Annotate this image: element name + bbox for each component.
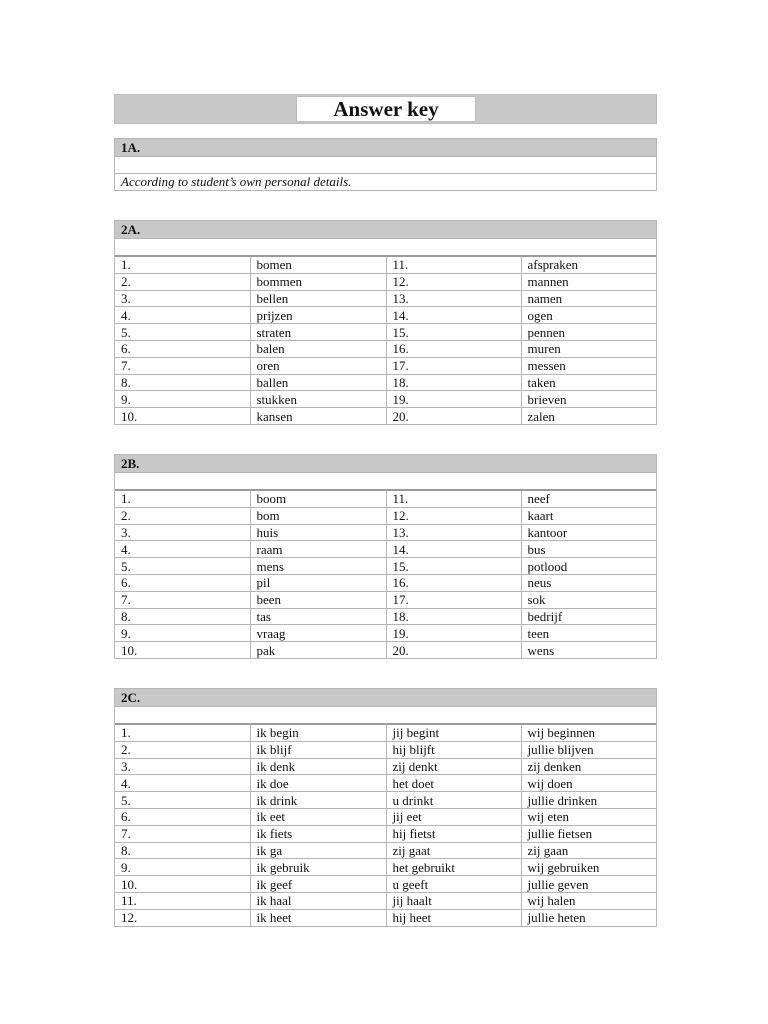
table-cell: ik doe bbox=[250, 775, 386, 792]
table-row bbox=[115, 792, 656, 809]
answer-table bbox=[115, 255, 656, 424]
table-cell: neef bbox=[521, 490, 656, 507]
table-cell: ik blijf bbox=[250, 741, 386, 758]
table-cell: 10. bbox=[115, 876, 250, 893]
table-cell: 2. bbox=[115, 741, 250, 758]
table-cell: 4. bbox=[115, 775, 250, 792]
table-cell: jullie drinken bbox=[521, 792, 656, 809]
table-cell: 14. bbox=[386, 541, 521, 558]
section-2b bbox=[114, 454, 657, 659]
table-row bbox=[115, 290, 656, 307]
table-row bbox=[115, 859, 656, 876]
table-cell: tas bbox=[250, 608, 386, 625]
table-row bbox=[115, 507, 656, 524]
page-title: Answer key bbox=[296, 96, 476, 122]
table-cell: sok bbox=[521, 591, 656, 608]
table-cell: jullie blijven bbox=[521, 741, 656, 758]
table-row bbox=[115, 591, 656, 608]
table-cell: hij heet bbox=[386, 909, 521, 925]
table-cell: 1. bbox=[115, 256, 250, 273]
section-1a bbox=[114, 138, 657, 191]
table-cell: 15. bbox=[386, 558, 521, 575]
table-cell: 13. bbox=[386, 524, 521, 541]
title-bar bbox=[114, 94, 657, 124]
table-cell: het gebruikt bbox=[386, 859, 521, 876]
table-row bbox=[115, 775, 656, 792]
table-cell: 6. bbox=[115, 574, 250, 591]
table-cell: afspraken bbox=[521, 256, 656, 273]
table-cell: 11. bbox=[386, 256, 521, 273]
table-cell: muren bbox=[521, 340, 656, 357]
table-cell: ik heet bbox=[250, 909, 386, 925]
table-cell: 1. bbox=[115, 724, 250, 741]
table-row bbox=[115, 741, 656, 758]
table-cell: 9. bbox=[115, 391, 250, 408]
table-row bbox=[115, 340, 656, 357]
table-cell: straten bbox=[250, 324, 386, 341]
table-cell: 6. bbox=[115, 340, 250, 357]
table-cell: 4. bbox=[115, 307, 250, 324]
table-cell: 16. bbox=[386, 574, 521, 591]
table-cell: jullie fietsen bbox=[521, 825, 656, 842]
section-spacer-row bbox=[115, 238, 656, 255]
table-cell: 6. bbox=[115, 808, 250, 825]
table-cell: 12. bbox=[386, 273, 521, 290]
table-row bbox=[115, 808, 656, 825]
table-row bbox=[115, 758, 656, 775]
table-cell: zij gaan bbox=[521, 842, 656, 859]
table-row bbox=[115, 490, 656, 507]
table-cell: u drinkt bbox=[386, 792, 521, 809]
table-cell: prijzen bbox=[250, 307, 386, 324]
table-cell: 16. bbox=[386, 340, 521, 357]
table-cell: 12. bbox=[115, 909, 250, 925]
table-row bbox=[115, 307, 656, 324]
table-row bbox=[115, 391, 656, 408]
table-cell: namen bbox=[521, 290, 656, 307]
answer-key-page bbox=[114, 94, 657, 927]
table-cell: taken bbox=[521, 374, 656, 391]
table-cell: ogen bbox=[521, 307, 656, 324]
table-cell: potlood bbox=[521, 558, 656, 575]
table-row bbox=[115, 273, 656, 290]
table-cell: 5. bbox=[115, 792, 250, 809]
table-cell: wij beginnen bbox=[521, 724, 656, 741]
table-cell: 3. bbox=[115, 290, 250, 307]
section-heading: 2C. bbox=[115, 689, 656, 706]
table-cell: jij begint bbox=[386, 724, 521, 741]
answer-table bbox=[115, 723, 656, 926]
table-row bbox=[115, 909, 656, 925]
table-cell: u geeft bbox=[386, 876, 521, 893]
table-row bbox=[115, 825, 656, 842]
section-spacer-row bbox=[115, 472, 656, 489]
table-row bbox=[115, 558, 656, 575]
table-cell: kansen bbox=[250, 408, 386, 424]
table-cell: hij fietst bbox=[386, 825, 521, 842]
table-row bbox=[115, 892, 656, 909]
table-cell: zalen bbox=[521, 408, 656, 424]
table-cell: 12. bbox=[386, 507, 521, 524]
table-cell: bomen bbox=[250, 256, 386, 273]
table-cell: 9. bbox=[115, 625, 250, 642]
table-cell: vraag bbox=[250, 625, 386, 642]
table-row bbox=[115, 408, 656, 424]
section-spacer-row bbox=[115, 156, 656, 173]
table-cell: oren bbox=[250, 357, 386, 374]
table-cell: 19. bbox=[386, 391, 521, 408]
table-cell: teen bbox=[521, 625, 656, 642]
section-note: According to student’s own personal details. bbox=[115, 173, 656, 190]
table-cell: 3. bbox=[115, 758, 250, 775]
table-cell: 10. bbox=[115, 408, 250, 424]
table-cell: jij haalt bbox=[386, 892, 521, 909]
table-cell: ik denk bbox=[250, 758, 386, 775]
table-row bbox=[115, 724, 656, 741]
section-heading: 1A. bbox=[115, 139, 656, 156]
section-2c bbox=[114, 688, 657, 927]
table-cell: 2. bbox=[115, 273, 250, 290]
table-cell: 8. bbox=[115, 842, 250, 859]
table-cell: bom bbox=[250, 507, 386, 524]
table-row bbox=[115, 524, 656, 541]
table-cell: jij eet bbox=[386, 808, 521, 825]
table-cell: wij eten bbox=[521, 808, 656, 825]
table-cell: neus bbox=[521, 574, 656, 591]
table-cell: 7. bbox=[115, 591, 250, 608]
table-row bbox=[115, 357, 656, 374]
section-heading: 2A. bbox=[115, 221, 656, 238]
table-row bbox=[115, 374, 656, 391]
table-cell: ballen bbox=[250, 374, 386, 391]
table-cell: bommen bbox=[250, 273, 386, 290]
table-row bbox=[115, 842, 656, 859]
table-cell: mannen bbox=[521, 273, 656, 290]
table-cell: 19. bbox=[386, 625, 521, 642]
table-cell: 18. bbox=[386, 608, 521, 625]
table-cell: pak bbox=[250, 642, 386, 658]
section-2a bbox=[114, 220, 657, 425]
table-cell: kantoor bbox=[521, 524, 656, 541]
table-row bbox=[115, 541, 656, 558]
table-cell: huis bbox=[250, 524, 386, 541]
table-cell: 15. bbox=[386, 324, 521, 341]
table-cell: 8. bbox=[115, 374, 250, 391]
table-cell: boom bbox=[250, 490, 386, 507]
table-cell: bus bbox=[521, 541, 656, 558]
table-cell: ik gebruik bbox=[250, 859, 386, 876]
table-cell: stukken bbox=[250, 391, 386, 408]
table-row bbox=[115, 256, 656, 273]
section-heading: 2B. bbox=[115, 455, 656, 472]
table-cell: 10. bbox=[115, 642, 250, 658]
table-cell: 7. bbox=[115, 357, 250, 374]
table-cell: been bbox=[250, 591, 386, 608]
table-cell: 2. bbox=[115, 507, 250, 524]
table-cell: mens bbox=[250, 558, 386, 575]
table-cell: 11. bbox=[386, 490, 521, 507]
table-row bbox=[115, 324, 656, 341]
table-cell: jullie heten bbox=[521, 909, 656, 925]
table-cell: 7. bbox=[115, 825, 250, 842]
table-cell: bellen bbox=[250, 290, 386, 307]
table-cell: ik haal bbox=[250, 892, 386, 909]
table-cell: ik begin bbox=[250, 724, 386, 741]
table-row bbox=[115, 876, 656, 893]
table-cell: ik eet bbox=[250, 808, 386, 825]
table-cell: 20. bbox=[386, 408, 521, 424]
table-cell: 5. bbox=[115, 324, 250, 341]
table-cell: balen bbox=[250, 340, 386, 357]
table-cell: bedrijf bbox=[521, 608, 656, 625]
table-cell: zij gaat bbox=[386, 842, 521, 859]
table-cell: 9. bbox=[115, 859, 250, 876]
table-cell: pennen bbox=[521, 324, 656, 341]
table-cell: 13. bbox=[386, 290, 521, 307]
table-cell: ik fiets bbox=[250, 825, 386, 842]
table-cell: zij denken bbox=[521, 758, 656, 775]
table-cell: 3. bbox=[115, 524, 250, 541]
table-cell: 14. bbox=[386, 307, 521, 324]
table-cell: brieven bbox=[521, 391, 656, 408]
table-cell: kaart bbox=[521, 507, 656, 524]
table-cell: hij blijft bbox=[386, 741, 521, 758]
table-cell: zij denkt bbox=[386, 758, 521, 775]
table-cell: 20. bbox=[386, 642, 521, 658]
table-cell: wij gebruiken bbox=[521, 859, 656, 876]
table-cell: pil bbox=[250, 574, 386, 591]
table-cell: wij halen bbox=[521, 892, 656, 909]
table-cell: 18. bbox=[386, 374, 521, 391]
table-cell: 17. bbox=[386, 591, 521, 608]
table-cell: wens bbox=[521, 642, 656, 658]
table-row bbox=[115, 625, 656, 642]
table-cell: 1. bbox=[115, 490, 250, 507]
section-spacer-row bbox=[115, 706, 656, 723]
table-row bbox=[115, 608, 656, 625]
table-cell: ik drink bbox=[250, 792, 386, 809]
table-row bbox=[115, 642, 656, 658]
table-cell: 11. bbox=[115, 892, 250, 909]
table-cell: ik geef bbox=[250, 876, 386, 893]
table-cell: 4. bbox=[115, 541, 250, 558]
table-cell: 17. bbox=[386, 357, 521, 374]
answer-table bbox=[115, 489, 656, 658]
table-cell: jullie geven bbox=[521, 876, 656, 893]
table-cell: 5. bbox=[115, 558, 250, 575]
table-cell: 8. bbox=[115, 608, 250, 625]
table-row bbox=[115, 574, 656, 591]
table-cell: messen bbox=[521, 357, 656, 374]
table-cell: het doet bbox=[386, 775, 521, 792]
table-cell: ik ga bbox=[250, 842, 386, 859]
table-cell: raam bbox=[250, 541, 386, 558]
table-cell: wij doen bbox=[521, 775, 656, 792]
